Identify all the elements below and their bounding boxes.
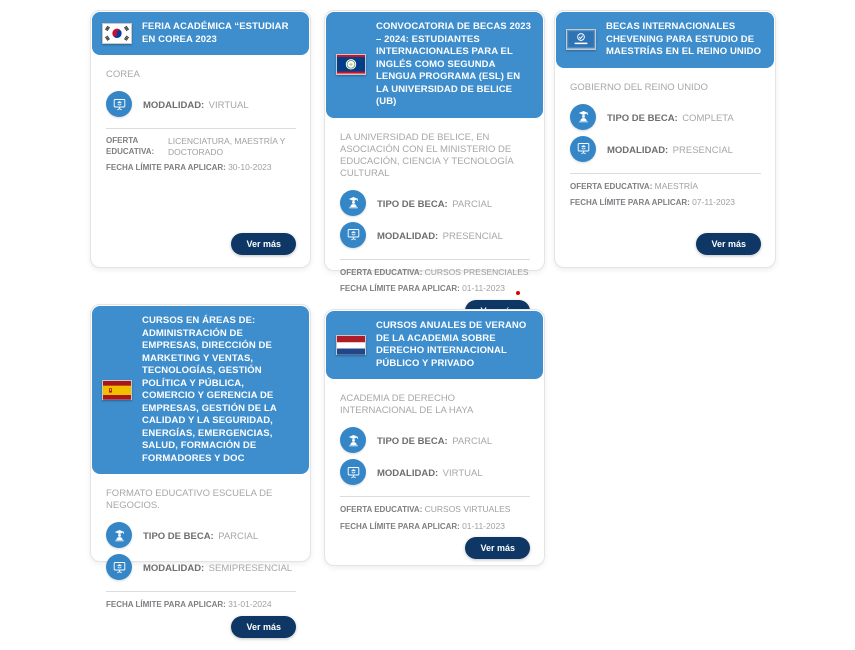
oferta-value: MAESTRÍA [654,180,699,191]
oferta-label: OFERTA EDUCATIVA: [570,181,653,191]
tipo-value: COMPLETA [682,112,734,124]
tipo-de-beca-row [106,522,296,548]
modalidad-row [106,554,296,580]
oferta-value: CURSOS PRESENCIALES [424,266,529,277]
organization-text: ACADEMIA DE DERECHO INTERNACIONAL DE LA HAYA [340,393,474,416]
tipo-value: PARCIAL [452,198,493,210]
fecha-value: 01-11-2023 [462,283,505,293]
ver-mas-button[interactable]: Ver más [231,616,296,638]
oferta-educativa-row [570,181,761,193]
computer-monitor-icon [106,91,132,117]
scholarship-card-chevening [554,10,776,268]
netherlands-flag-icon [336,335,366,356]
oferta-value: LICENCIATURA, MAESTRÍA Y DOCTORADO [168,136,286,157]
belize-flag-icon [336,54,366,75]
tipo-de-beca-text [143,526,258,544]
tipo-de-beca-text [377,194,492,212]
tipo-label: TIPO DE BECA: [377,198,448,210]
fecha-limite-row [106,162,296,174]
card-body [325,380,544,571]
card-header [326,12,543,118]
ver-mas-button[interactable]: Ver más [465,537,530,559]
computer-monitor-icon [340,459,366,485]
modalidad-value: VIRTUAL [442,468,483,479]
fecha-value: 01-11-2023 [462,520,505,531]
spain-flag-icon [102,380,132,401]
fecha-limite-row [340,283,530,295]
modalidad-row [340,459,530,485]
ver-mas-button[interactable]: Ver más [231,233,296,255]
modalidad-value: SEMIPRESENCIAL [208,563,293,574]
tipo-de-beca-text [377,431,492,449]
oferta-educativa-row [106,136,296,157]
modalidad-text [377,463,483,481]
graduate-icon [340,427,366,453]
tipo-de-beca-text [607,108,734,126]
modalidad-row [106,91,296,117]
divider [570,173,761,174]
fecha-limite-row [340,521,530,533]
tipo-label: TIPO DE BECA: [377,436,448,447]
fecha-label: FECHA LÍMITE PARA APLICAR: [340,521,460,531]
scholarship-card-paises-bajos [324,309,545,566]
organization-text: COREA [106,69,140,80]
modalidad-value: VIRTUAL [208,100,249,111]
modalidad-text [607,140,733,158]
organization-text: FORMATO EDUCATIVO ESCUELA DE NEGOCIOS. [106,488,273,511]
fecha-label: FECHA LÍMITE PARA APLICAR: [570,198,690,207]
fecha-limite-row [106,599,296,611]
divider [106,591,296,592]
divider [106,128,296,129]
modalidad-row [570,136,761,162]
scholarship-card-belice [324,10,545,293]
scholarship-card-corea [90,10,311,268]
oferta-value: CURSOS VIRTUALES [424,504,511,514]
graduate-icon [340,190,366,216]
modalidad-label: MODALIDAD: [143,563,205,574]
computer-monitor-icon [570,136,596,162]
tipo-label: TIPO DE BECA: [143,531,214,542]
fecha-limite-row [570,197,761,209]
fecha-label: FECHA LÍMITE PARA APLICAR: [340,284,460,293]
oferta-label: OFERTA EDUCATIVA: [340,267,423,277]
tipo-value: PARCIAL [218,531,259,542]
modalidad-text [377,226,503,244]
scholarship-card-espana [90,304,311,632]
computer-monitor-icon [106,554,132,580]
tipo-de-beca-row [570,104,761,130]
card-title: CONVOCATORIA DE BECAS 2023 – 2024: ESTUDIANTES INTERNACIONALES PARA EL INGLÉS COMO SEGUNDA LENGUA PROGRAMA (ESL) EN LA UNIVERSIDAD DE BELICE (UB) [376,21,531,107]
graduate-icon [106,522,132,548]
oferta-label: OFERTA EDUCATIVA: [106,136,155,156]
chevening-logo-icon [566,29,596,50]
modalidad-value: PRESENCIAL [442,230,503,242]
fecha-value: 07-11-2023 [692,197,735,207]
ver-mas-button[interactable]: Ver más [696,233,761,255]
modalidad-row [340,222,530,248]
modalidad-value: PRESENCIAL [672,144,733,156]
tipo-label: TIPO DE BECA: [607,112,678,124]
tipo-value: PARCIAL [452,436,493,447]
card-title: BECAS INTERNACIONALES CHEVENING PARA ESTUDIO DE MAESTRÍAS EN EL REINO UNIDO [606,21,762,57]
modalidad-text [143,558,292,576]
organization-text: GOBIERNO DEL REINO UNIDO [570,81,708,93]
card-header [556,12,774,68]
modalidad-label: MODALIDAD: [143,100,205,111]
fecha-value: 31-01-2024 [228,599,272,609]
oferta-educativa-row [340,267,530,279]
oferta-educativa-row [340,504,530,516]
card-header [92,12,309,55]
tipo-de-beca-row [340,427,530,453]
card-body [325,119,544,334]
card-body [91,475,310,650]
cursor-dot [516,291,520,295]
south-korea-flag-icon [102,23,132,44]
graduate-icon [570,104,596,130]
card-header [92,306,309,474]
divider [340,259,530,260]
fecha-label: FECHA LÍMITE PARA APLICAR: [106,163,226,172]
divider [340,496,530,497]
fecha-value: 30-10-2023 [228,162,272,172]
card-title: CURSOS EN ÁREAS DE: ADMINISTRACIÓN DE EMPRESAS, DIRECCIÓN DE MARKETING Y VENTAS, TECNOLOGÍAS, GESTIÓN POLÍTICA Y PÚBLICA, COMERCIO Y GERENCIA DE EMPRESAS, GESTIÓN DE LA CALIDAD Y LA SEGURIDAD, ENERGÍAS, EMERGENCIAS, SALUD, FORMACIÓN DE FORMADORES Y DOC [142,315,277,464]
computer-monitor-icon [340,222,366,248]
card-title: CURSOS ANUALES DE VERANO DE LA ACADEMIA SOBRE DERECHO INTERNACIONAL PÚBLICO Y PRIVADO [376,320,527,369]
modalidad-text [143,95,249,113]
card-title: FERIA ACADÉMICA “ESTUDIAR EN COREA 2023 [142,21,289,45]
tipo-de-beca-row [340,190,530,216]
card-body [555,69,775,268]
modalidad-label: MODALIDAD: [607,144,669,156]
modalidad-label: MODALIDAD: [377,230,439,242]
oferta-label: OFERTA EDUCATIVA: [340,505,423,514]
modalidad-label: MODALIDAD: [377,468,439,479]
card-body [91,56,310,267]
fecha-label: FECHA LÍMITE PARA APLICAR: [106,600,226,609]
card-header [326,311,543,379]
organization-text: LA UNIVERSIDAD DE BELICE, EN ASOCIACIÓN CON EL MINISTERIO DE EDUCACIÓN, CIENCIA Y TECNOLOGÍA CULTURAL [340,131,514,179]
